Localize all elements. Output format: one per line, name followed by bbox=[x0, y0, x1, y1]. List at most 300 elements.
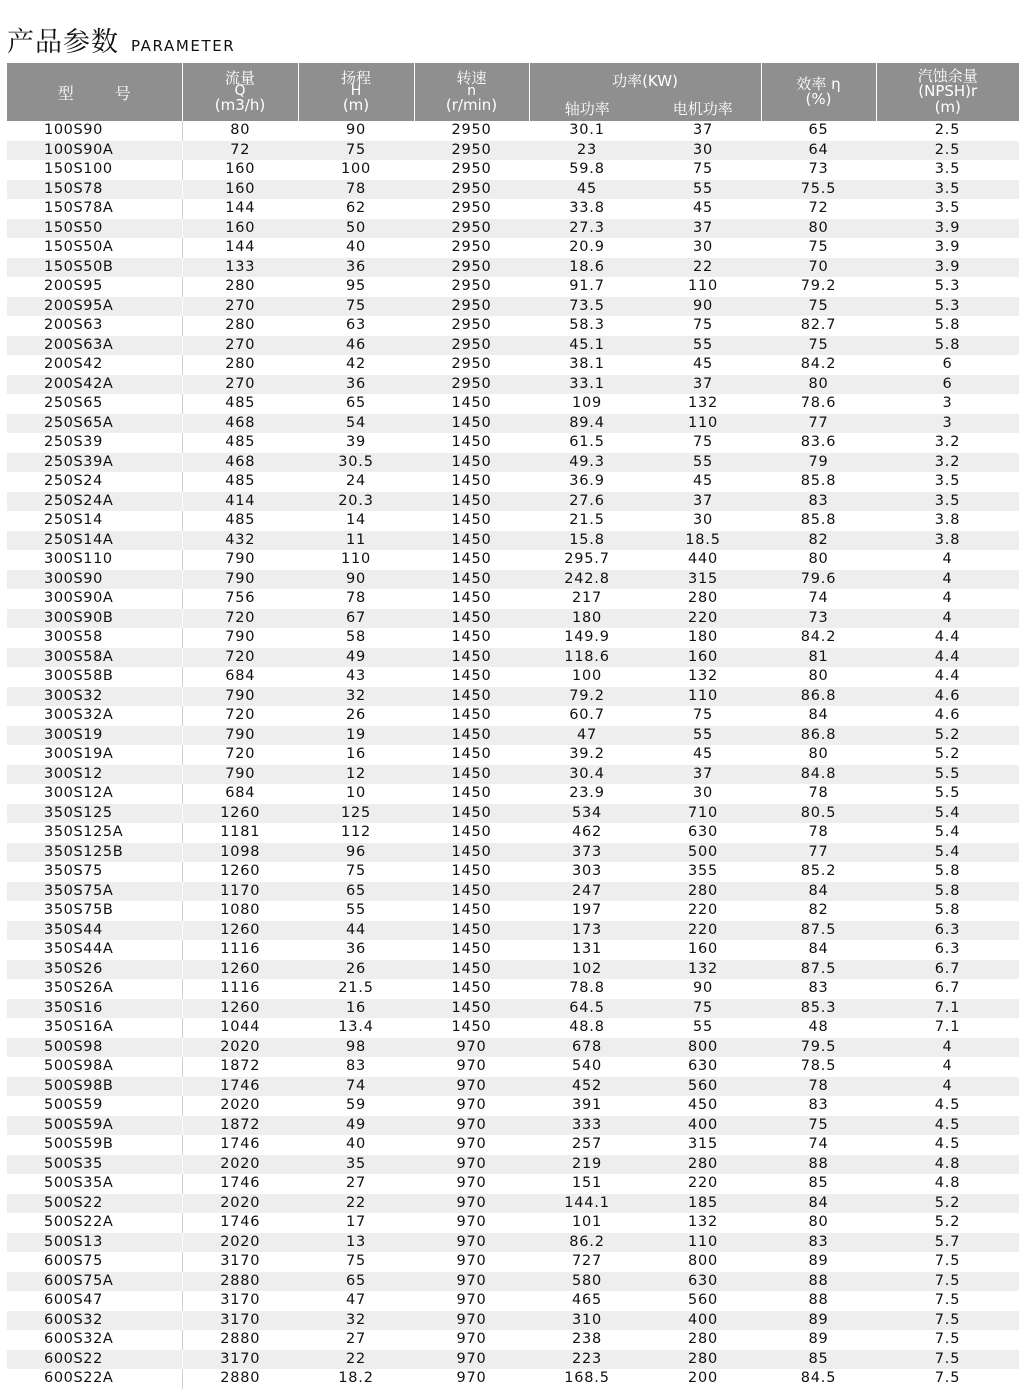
cell-motor-power: 37 bbox=[645, 492, 761, 512]
header-motor-power: 电机功率 bbox=[672, 99, 733, 118]
header-power-title: 功率(KW) bbox=[612, 71, 678, 90]
cell-shaft-power: 48.8 bbox=[529, 1018, 645, 1038]
cell-model: 500S35 bbox=[7, 1155, 182, 1175]
cell-efficiency: 80.5 bbox=[761, 804, 876, 824]
cell-npsh: 5.5 bbox=[876, 765, 1019, 785]
cell-motor-power: 280 bbox=[645, 1155, 761, 1175]
cell-flow: 468 bbox=[182, 453, 298, 473]
cell-flow: 280 bbox=[182, 355, 298, 375]
cell-flow: 3170 bbox=[182, 1291, 298, 1311]
cell-flow: 144 bbox=[182, 199, 298, 219]
table-row bbox=[7, 160, 1019, 180]
cell-npsh: 7.5 bbox=[876, 1252, 1019, 1272]
cell-motor-power: 45 bbox=[645, 472, 761, 492]
cell-shaft-power: 238 bbox=[529, 1330, 645, 1350]
header-speed-unit: (r/min) bbox=[445, 96, 498, 114]
cell-efficiency: 85 bbox=[761, 1174, 876, 1194]
cell-npsh: 7.5 bbox=[876, 1311, 1019, 1331]
cell-shaft-power: 257 bbox=[529, 1135, 645, 1155]
cell-motor-power: 185 bbox=[645, 1194, 761, 1214]
cell-motor-power: 630 bbox=[645, 1057, 761, 1077]
cell-speed: 970 bbox=[414, 1330, 529, 1350]
cell-speed: 1450 bbox=[414, 667, 529, 687]
cell-efficiency: 80 bbox=[761, 219, 876, 239]
cell-efficiency: 82.7 bbox=[761, 316, 876, 336]
cell-model: 350S125 bbox=[7, 804, 182, 824]
table-row bbox=[7, 141, 1019, 161]
cell-npsh: 4.5 bbox=[876, 1116, 1019, 1136]
cell-head: 83 bbox=[298, 1057, 414, 1077]
cell-motor-power: 55 bbox=[645, 1018, 761, 1038]
table-row bbox=[7, 550, 1019, 570]
header-efficiency-cn: 效率 η bbox=[796, 75, 841, 93]
cell-motor-power: 37 bbox=[645, 765, 761, 785]
cell-npsh: 4.4 bbox=[876, 628, 1019, 648]
cell-model: 500S13 bbox=[7, 1233, 182, 1253]
cell-motor-power: 220 bbox=[645, 901, 761, 921]
cell-speed: 2950 bbox=[414, 375, 529, 395]
cell-motor-power: 160 bbox=[645, 940, 761, 960]
cell-npsh: 7.5 bbox=[876, 1369, 1019, 1389]
table-row bbox=[7, 1077, 1019, 1097]
cell-npsh: 2.5 bbox=[876, 141, 1019, 161]
cell-efficiency: 85 bbox=[761, 1350, 876, 1370]
cell-npsh: 4 bbox=[876, 1057, 1019, 1077]
cell-npsh: 4 bbox=[876, 570, 1019, 590]
cell-shaft-power: 45.1 bbox=[529, 336, 645, 356]
cell-npsh: 5.8 bbox=[876, 862, 1019, 882]
cell-efficiency: 79.5 bbox=[761, 1038, 876, 1058]
cell-speed: 2950 bbox=[414, 277, 529, 297]
cell-model: 250S24 bbox=[7, 472, 182, 492]
table-row bbox=[7, 433, 1019, 453]
table-row bbox=[7, 1174, 1019, 1194]
cell-shaft-power: 217 bbox=[529, 589, 645, 609]
cell-flow: 3170 bbox=[182, 1350, 298, 1370]
cell-speed: 1450 bbox=[414, 901, 529, 921]
table-row bbox=[7, 979, 1019, 999]
cell-motor-power: 800 bbox=[645, 1038, 761, 1058]
cell-head: 78 bbox=[298, 180, 414, 200]
cell-speed: 1450 bbox=[414, 531, 529, 551]
table-row bbox=[7, 843, 1019, 863]
cell-npsh: 5.3 bbox=[876, 277, 1019, 297]
cell-npsh: 4.4 bbox=[876, 667, 1019, 687]
header-model bbox=[7, 63, 182, 121]
cell-speed: 1450 bbox=[414, 804, 529, 824]
cell-speed: 2950 bbox=[414, 121, 529, 141]
cell-shaft-power: 18.6 bbox=[529, 258, 645, 278]
cell-shaft-power: 242.8 bbox=[529, 570, 645, 590]
cell-flow: 72 bbox=[182, 141, 298, 161]
cell-efficiency: 85.8 bbox=[761, 472, 876, 492]
header-flow-cn: 流量 bbox=[224, 69, 255, 87]
cell-speed: 1450 bbox=[414, 394, 529, 414]
cell-flow: 280 bbox=[182, 277, 298, 297]
header-head-unit: (m) bbox=[342, 96, 370, 114]
cell-head: 42 bbox=[298, 355, 414, 375]
cell-flow: 270 bbox=[182, 297, 298, 317]
cell-shaft-power: 219 bbox=[529, 1155, 645, 1175]
cell-motor-power: 132 bbox=[645, 667, 761, 687]
cell-shaft-power: 109 bbox=[529, 394, 645, 414]
table-row bbox=[7, 921, 1019, 941]
cell-model: 350S125B bbox=[7, 843, 182, 863]
cell-efficiency: 84 bbox=[761, 1194, 876, 1214]
cell-flow: 1170 bbox=[182, 882, 298, 902]
cell-model: 350S16A bbox=[7, 1018, 182, 1038]
cell-flow: 1872 bbox=[182, 1057, 298, 1077]
cell-shaft-power: 21.5 bbox=[529, 511, 645, 531]
cell-npsh: 7.5 bbox=[876, 1350, 1019, 1370]
cell-flow: 1746 bbox=[182, 1174, 298, 1194]
cell-motor-power: 110 bbox=[645, 414, 761, 434]
table-row bbox=[7, 492, 1019, 512]
cell-head: 44 bbox=[298, 921, 414, 941]
cell-npsh: 7.5 bbox=[876, 1330, 1019, 1350]
cell-efficiency: 77 bbox=[761, 843, 876, 863]
cell-model: 600S22A bbox=[7, 1369, 182, 1389]
cell-head: 26 bbox=[298, 706, 414, 726]
cell-efficiency: 86.8 bbox=[761, 726, 876, 746]
cell-motor-power: 710 bbox=[645, 804, 761, 824]
cell-efficiency: 78.5 bbox=[761, 1057, 876, 1077]
cell-speed: 1450 bbox=[414, 453, 529, 473]
cell-speed: 970 bbox=[414, 1057, 529, 1077]
cell-head: 59 bbox=[298, 1096, 414, 1116]
cell-model: 150S100 bbox=[7, 160, 182, 180]
cell-head: 13.4 bbox=[298, 1018, 414, 1038]
cell-head: 90 bbox=[298, 570, 414, 590]
cell-model: 350S75 bbox=[7, 862, 182, 882]
cell-flow: 720 bbox=[182, 648, 298, 668]
cell-npsh: 5.2 bbox=[876, 745, 1019, 765]
cell-speed: 1450 bbox=[414, 687, 529, 707]
cell-npsh: 4 bbox=[876, 1038, 1019, 1058]
cell-flow: 80 bbox=[182, 121, 298, 141]
table-row bbox=[7, 258, 1019, 278]
cell-efficiency: 87.5 bbox=[761, 921, 876, 941]
table-row bbox=[7, 745, 1019, 765]
cell-npsh: 3.8 bbox=[876, 531, 1019, 551]
cell-model: 200S95A bbox=[7, 297, 182, 317]
cell-model: 100S90A bbox=[7, 141, 182, 161]
cell-motor-power: 560 bbox=[645, 1077, 761, 1097]
cell-npsh: 5.7 bbox=[876, 1233, 1019, 1253]
cell-npsh: 5.2 bbox=[876, 1194, 1019, 1214]
cell-npsh: 4.5 bbox=[876, 1096, 1019, 1116]
cell-motor-power: 75 bbox=[645, 706, 761, 726]
cell-speed: 1450 bbox=[414, 843, 529, 863]
cell-speed: 970 bbox=[414, 1096, 529, 1116]
cell-head: 26 bbox=[298, 960, 414, 980]
cell-shaft-power: 144.1 bbox=[529, 1194, 645, 1214]
cell-shaft-power: 102 bbox=[529, 960, 645, 980]
cell-model: 250S24A bbox=[7, 492, 182, 512]
cell-motor-power: 450 bbox=[645, 1096, 761, 1116]
cell-efficiency: 84 bbox=[761, 706, 876, 726]
cell-speed: 2950 bbox=[414, 219, 529, 239]
cell-motor-power: 30 bbox=[645, 511, 761, 531]
cell-motor-power: 75 bbox=[645, 160, 761, 180]
cell-motor-power: 132 bbox=[645, 394, 761, 414]
table-row bbox=[7, 531, 1019, 551]
cell-head: 27 bbox=[298, 1174, 414, 1194]
cell-efficiency: 85.8 bbox=[761, 511, 876, 531]
cell-flow: 2880 bbox=[182, 1369, 298, 1389]
table-row bbox=[7, 199, 1019, 219]
cell-flow: 485 bbox=[182, 472, 298, 492]
cell-model: 350S44 bbox=[7, 921, 182, 941]
cell-flow: 1260 bbox=[182, 921, 298, 941]
cell-efficiency: 65 bbox=[761, 121, 876, 141]
cell-motor-power: 30 bbox=[645, 784, 761, 804]
cell-motor-power: 55 bbox=[645, 726, 761, 746]
cell-npsh: 3.5 bbox=[876, 199, 1019, 219]
header-flow bbox=[182, 63, 298, 121]
cell-head: 74 bbox=[298, 1077, 414, 1097]
cell-head: 16 bbox=[298, 745, 414, 765]
cell-motor-power: 280 bbox=[645, 589, 761, 609]
cell-head: 36 bbox=[298, 375, 414, 395]
cell-npsh: 4 bbox=[876, 609, 1019, 629]
cell-head: 110 bbox=[298, 550, 414, 570]
table-row bbox=[7, 121, 1019, 141]
cell-speed: 1450 bbox=[414, 960, 529, 980]
cell-flow: 1746 bbox=[182, 1135, 298, 1155]
cell-head: 27 bbox=[298, 1330, 414, 1350]
cell-flow: 2020 bbox=[182, 1096, 298, 1116]
cell-motor-power: 160 bbox=[645, 648, 761, 668]
cell-flow: 1746 bbox=[182, 1077, 298, 1097]
table-row bbox=[7, 297, 1019, 317]
cell-efficiency: 83 bbox=[761, 492, 876, 512]
cell-efficiency: 79.6 bbox=[761, 570, 876, 590]
cell-efficiency: 83 bbox=[761, 1233, 876, 1253]
table-row bbox=[7, 1116, 1019, 1136]
cell-model: 350S75A bbox=[7, 882, 182, 902]
cell-motor-power: 200 bbox=[645, 1369, 761, 1389]
cell-model: 250S14A bbox=[7, 531, 182, 551]
cell-npsh: 3 bbox=[876, 414, 1019, 434]
cell-model: 150S50A bbox=[7, 238, 182, 258]
cell-flow: 414 bbox=[182, 492, 298, 512]
cell-speed: 1450 bbox=[414, 589, 529, 609]
cell-shaft-power: 295.7 bbox=[529, 550, 645, 570]
table-row bbox=[7, 765, 1019, 785]
cell-flow: 1116 bbox=[182, 940, 298, 960]
cell-speed: 1450 bbox=[414, 492, 529, 512]
table-row bbox=[7, 882, 1019, 902]
cell-head: 39 bbox=[298, 433, 414, 453]
cell-npsh: 5.8 bbox=[876, 901, 1019, 921]
cell-model: 500S59B bbox=[7, 1135, 182, 1155]
header-speed bbox=[414, 63, 529, 121]
cell-flow: 468 bbox=[182, 414, 298, 434]
cell-shaft-power: 149.9 bbox=[529, 628, 645, 648]
table-row bbox=[7, 1194, 1019, 1214]
cell-efficiency: 88 bbox=[761, 1155, 876, 1175]
header-power bbox=[529, 63, 761, 121]
cell-model: 200S95 bbox=[7, 277, 182, 297]
cell-flow: 1260 bbox=[182, 999, 298, 1019]
table-row bbox=[7, 960, 1019, 980]
header-speed-cn: 转速 bbox=[456, 69, 487, 87]
cell-shaft-power: 540 bbox=[529, 1057, 645, 1077]
cell-model: 250S65A bbox=[7, 414, 182, 434]
cell-speed: 970 bbox=[414, 1233, 529, 1253]
cell-npsh: 4.6 bbox=[876, 687, 1019, 707]
cell-efficiency: 73 bbox=[761, 609, 876, 629]
table-row bbox=[7, 394, 1019, 414]
table-row bbox=[7, 804, 1019, 824]
cell-head: 54 bbox=[298, 414, 414, 434]
cell-head: 50 bbox=[298, 219, 414, 239]
cell-motor-power: 280 bbox=[645, 1330, 761, 1350]
table-row bbox=[7, 1330, 1019, 1350]
cell-efficiency: 85.2 bbox=[761, 862, 876, 882]
cell-model: 600S47 bbox=[7, 1291, 182, 1311]
cell-efficiency: 74 bbox=[761, 1135, 876, 1155]
cell-motor-power: 800 bbox=[645, 1252, 761, 1272]
cell-head: 75 bbox=[298, 1252, 414, 1272]
cell-flow: 3170 bbox=[182, 1252, 298, 1272]
cell-shaft-power: 49.3 bbox=[529, 453, 645, 473]
cell-model: 300S32 bbox=[7, 687, 182, 707]
cell-npsh: 2.5 bbox=[876, 121, 1019, 141]
cell-speed: 2950 bbox=[414, 238, 529, 258]
cell-model: 500S22A bbox=[7, 1213, 182, 1233]
cell-shaft-power: 23 bbox=[529, 141, 645, 161]
cell-speed: 1450 bbox=[414, 784, 529, 804]
cell-shaft-power: 30.1 bbox=[529, 121, 645, 141]
cell-speed: 1450 bbox=[414, 921, 529, 941]
cell-flow: 1260 bbox=[182, 804, 298, 824]
cell-npsh: 5.4 bbox=[876, 843, 1019, 863]
cell-npsh: 3.8 bbox=[876, 511, 1019, 531]
cell-shaft-power: 391 bbox=[529, 1096, 645, 1116]
cell-speed: 970 bbox=[414, 1135, 529, 1155]
cell-efficiency: 79.2 bbox=[761, 277, 876, 297]
cell-flow: 790 bbox=[182, 687, 298, 707]
cell-model: 500S35A bbox=[7, 1174, 182, 1194]
cell-flow: 2020 bbox=[182, 1233, 298, 1253]
cell-shaft-power: 151 bbox=[529, 1174, 645, 1194]
cell-shaft-power: 180 bbox=[529, 609, 645, 629]
cell-speed: 2950 bbox=[414, 336, 529, 356]
header-head bbox=[298, 63, 414, 121]
cell-npsh: 5.8 bbox=[876, 882, 1019, 902]
cell-model: 300S19 bbox=[7, 726, 182, 746]
cell-shaft-power: 27.6 bbox=[529, 492, 645, 512]
table-row bbox=[7, 1291, 1019, 1311]
cell-shaft-power: 59.8 bbox=[529, 160, 645, 180]
table-header bbox=[7, 63, 1019, 121]
cell-shaft-power: 197 bbox=[529, 901, 645, 921]
cell-speed: 1450 bbox=[414, 414, 529, 434]
cell-shaft-power: 60.7 bbox=[529, 706, 645, 726]
cell-efficiency: 83 bbox=[761, 979, 876, 999]
cell-speed: 1450 bbox=[414, 550, 529, 570]
cell-speed: 1450 bbox=[414, 433, 529, 453]
header-model-label: 型 号 bbox=[57, 83, 149, 103]
table-row bbox=[7, 901, 1019, 921]
cell-shaft-power: 131 bbox=[529, 940, 645, 960]
cell-motor-power: 75 bbox=[645, 316, 761, 336]
cell-model: 600S22 bbox=[7, 1350, 182, 1370]
cell-model: 350S26 bbox=[7, 960, 182, 980]
cell-shaft-power: 310 bbox=[529, 1311, 645, 1331]
cell-flow: 1116 bbox=[182, 979, 298, 999]
table-row bbox=[7, 726, 1019, 746]
cell-head: 32 bbox=[298, 687, 414, 707]
header-flow-symbol: Q bbox=[234, 83, 246, 99]
cell-motor-power: 55 bbox=[645, 453, 761, 473]
cell-model: 600S75 bbox=[7, 1252, 182, 1272]
cell-shaft-power: 61.5 bbox=[529, 433, 645, 453]
cell-efficiency: 48 bbox=[761, 1018, 876, 1038]
table-row bbox=[7, 667, 1019, 687]
cell-model: 300S90A bbox=[7, 589, 182, 609]
header-npsh-cn: 汽蚀余量 bbox=[917, 67, 978, 85]
cell-efficiency: 89 bbox=[761, 1330, 876, 1350]
cell-model: 300S90 bbox=[7, 570, 182, 590]
cell-efficiency: 64 bbox=[761, 141, 876, 161]
cell-flow: 1044 bbox=[182, 1018, 298, 1038]
cell-efficiency: 78 bbox=[761, 1077, 876, 1097]
table-row bbox=[7, 511, 1019, 531]
cell-head: 75 bbox=[298, 297, 414, 317]
cell-efficiency: 80 bbox=[761, 1213, 876, 1233]
cell-shaft-power: 373 bbox=[529, 843, 645, 863]
cell-speed: 1450 bbox=[414, 823, 529, 843]
cell-flow: 160 bbox=[182, 180, 298, 200]
cell-motor-power: 630 bbox=[645, 823, 761, 843]
cell-flow: 160 bbox=[182, 219, 298, 239]
cell-flow: 790 bbox=[182, 765, 298, 785]
cell-npsh: 5.4 bbox=[876, 823, 1019, 843]
cell-flow: 485 bbox=[182, 433, 298, 453]
cell-speed: 1450 bbox=[414, 609, 529, 629]
title-english: PARAMETER bbox=[131, 37, 236, 55]
table-row bbox=[7, 375, 1019, 395]
cell-shaft-power: 678 bbox=[529, 1038, 645, 1058]
cell-speed: 1450 bbox=[414, 511, 529, 531]
cell-motor-power: 37 bbox=[645, 219, 761, 239]
cell-model: 600S75A bbox=[7, 1272, 182, 1292]
table-row bbox=[7, 180, 1019, 200]
cell-flow: 720 bbox=[182, 609, 298, 629]
cell-efficiency: 83.6 bbox=[761, 433, 876, 453]
cell-npsh: 4 bbox=[876, 550, 1019, 570]
cell-speed: 2950 bbox=[414, 141, 529, 161]
cell-model: 250S39 bbox=[7, 433, 182, 453]
cell-npsh: 3.9 bbox=[876, 219, 1019, 239]
cell-model: 200S42A bbox=[7, 375, 182, 395]
cell-flow: 2020 bbox=[182, 1155, 298, 1175]
cell-flow: 2880 bbox=[182, 1272, 298, 1292]
cell-motor-power: 400 bbox=[645, 1116, 761, 1136]
table-row bbox=[7, 570, 1019, 590]
cell-motor-power: 75 bbox=[645, 999, 761, 1019]
cell-motor-power: 315 bbox=[645, 1135, 761, 1155]
table-row bbox=[7, 609, 1019, 629]
cell-model: 500S59A bbox=[7, 1116, 182, 1136]
cell-npsh: 7.1 bbox=[876, 999, 1019, 1019]
cell-motor-power: 110 bbox=[645, 1233, 761, 1253]
cell-shaft-power: 20.9 bbox=[529, 238, 645, 258]
cell-npsh: 6.7 bbox=[876, 960, 1019, 980]
